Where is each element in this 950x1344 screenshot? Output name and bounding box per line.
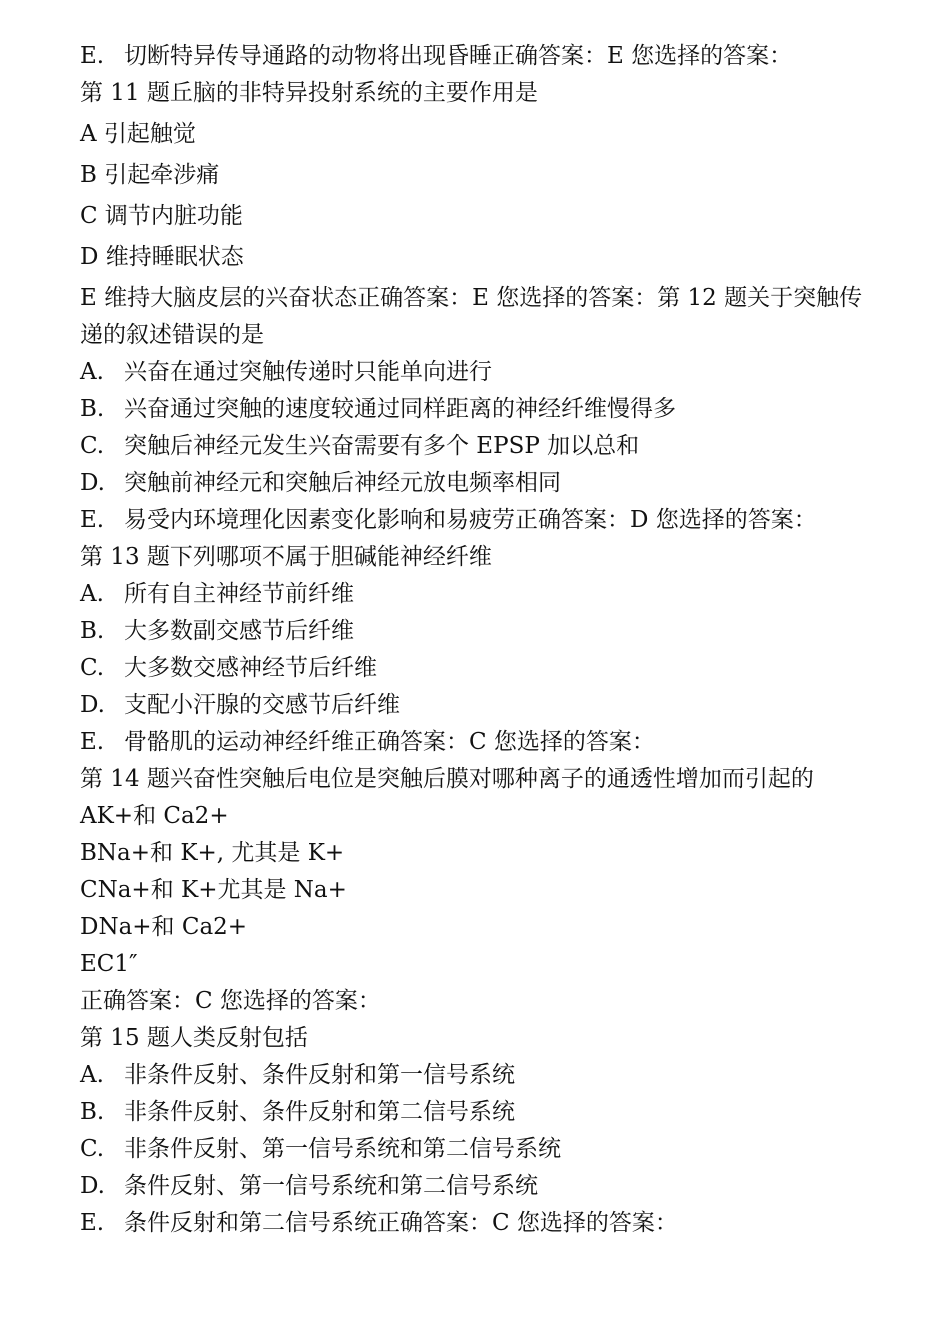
option-text: 突触后神经元发生兴奋需要有多个 EPSP 加以总和 [124,433,640,459]
option-text: 非条件反射、第一信号系统和第二信号系统 [124,1136,561,1162]
option-letter: B. [80,1099,105,1125]
option-letter: E. [80,43,105,69]
answer-question-line: E 维持大脑皮层的兴奋状态正确答案：E 您选择的答案：第 12 题关于突触传递的叙述错误的是 [80,285,863,348]
option-line [80,38,880,75]
option-text: 非条件反射、条件反射和第二信号系统 [124,1099,515,1125]
option-letter: E. [80,507,105,533]
option-letter: E. [80,1210,105,1236]
option-letter: B. [80,618,105,644]
option-text: 骨骼肌的运动神经纤维正确答案：C 您选择的答案： [124,729,655,755]
option-letter: A. [80,1062,104,1088]
question-line: 第 15 题人类反射包括 [80,1025,308,1051]
option-text: 大多数副交感节后纤维 [124,618,354,644]
option-line [80,354,880,391]
option-line [80,391,880,428]
option-letter: A. [80,359,104,385]
answer-line: 正确答案：C 您选择的答案： [80,988,381,1014]
option-letter: E. [80,729,105,755]
option-line [80,1168,880,1205]
option-letter: D. [80,1173,105,1199]
option-text: 所有自主神经节前纤维 [124,581,354,607]
option-text: 易受内环境理化因素变化影响和易疲劳正确答案：D 您选择的答案： [124,507,817,533]
option-line [80,650,880,687]
option-letter: A. [80,581,104,607]
option-text: 支配小汗腺的交感节后纤维 [124,692,400,718]
option-line: DNa+和 Ca2+ [80,914,248,940]
option-line [80,687,880,724]
option-line [80,502,880,539]
option-letter: B. [80,396,105,422]
option-line: D 维持睡眠状态 [80,244,244,270]
option-text: 兴奋通过突触的速度较通过同样距离的神经纤维慢得多 [124,396,676,422]
question-line: 第 13 题下列哪项不属于胆碱能神经纤维 [80,544,492,570]
option-line [80,724,880,761]
option-line: CNa+和 K+尤其是 Na+ [80,877,347,903]
option-line: EC1″ [80,951,138,977]
option-line [80,1131,880,1168]
option-line [80,1057,880,1094]
option-line [80,1205,880,1242]
option-text: 条件反射、第一信号系统和第二信号系统 [124,1173,538,1199]
option-line: A 引起触觉 [80,121,196,147]
question-line: 第 14 题兴奋性突触后电位是突触后膜对哪种离子的通透性增加而引起的 [80,766,814,792]
option-letter: D. [80,692,105,718]
option-line [80,613,880,650]
option-line: AK+和 Ca2+ [80,803,229,829]
option-line: C 调节内脏功能 [80,203,243,229]
option-text: 非条件反射、条件反射和第一信号系统 [124,1062,515,1088]
option-line [80,465,880,502]
question-line: 第 11 题丘脑的非特异投射系统的主要作用是 [80,80,538,106]
option-letter: C. [80,655,105,681]
option-line [80,576,880,613]
option-letter: C. [80,433,105,459]
option-text: 兴奋在通过突触传递时只能单向进行 [124,359,492,385]
option-text: 切断特异传导通路的动物将出现昏睡正确答案：E 您选择的答案： [124,43,793,69]
option-text: 突触前神经元和突触后神经元放电频率相同 [124,470,561,496]
option-letter: D. [80,470,105,496]
option-line: B 引起牵涉痛 [80,162,220,188]
option-line [80,428,880,465]
option-text: 大多数交感神经节后纤维 [124,655,377,681]
option-text: 条件反射和第二信号系统正确答案：C 您选择的答案： [124,1210,678,1236]
option-line: BNa+和 K+, 尤其是 K+ [80,840,345,866]
option-letter: C. [80,1136,105,1162]
option-line [80,1094,880,1131]
